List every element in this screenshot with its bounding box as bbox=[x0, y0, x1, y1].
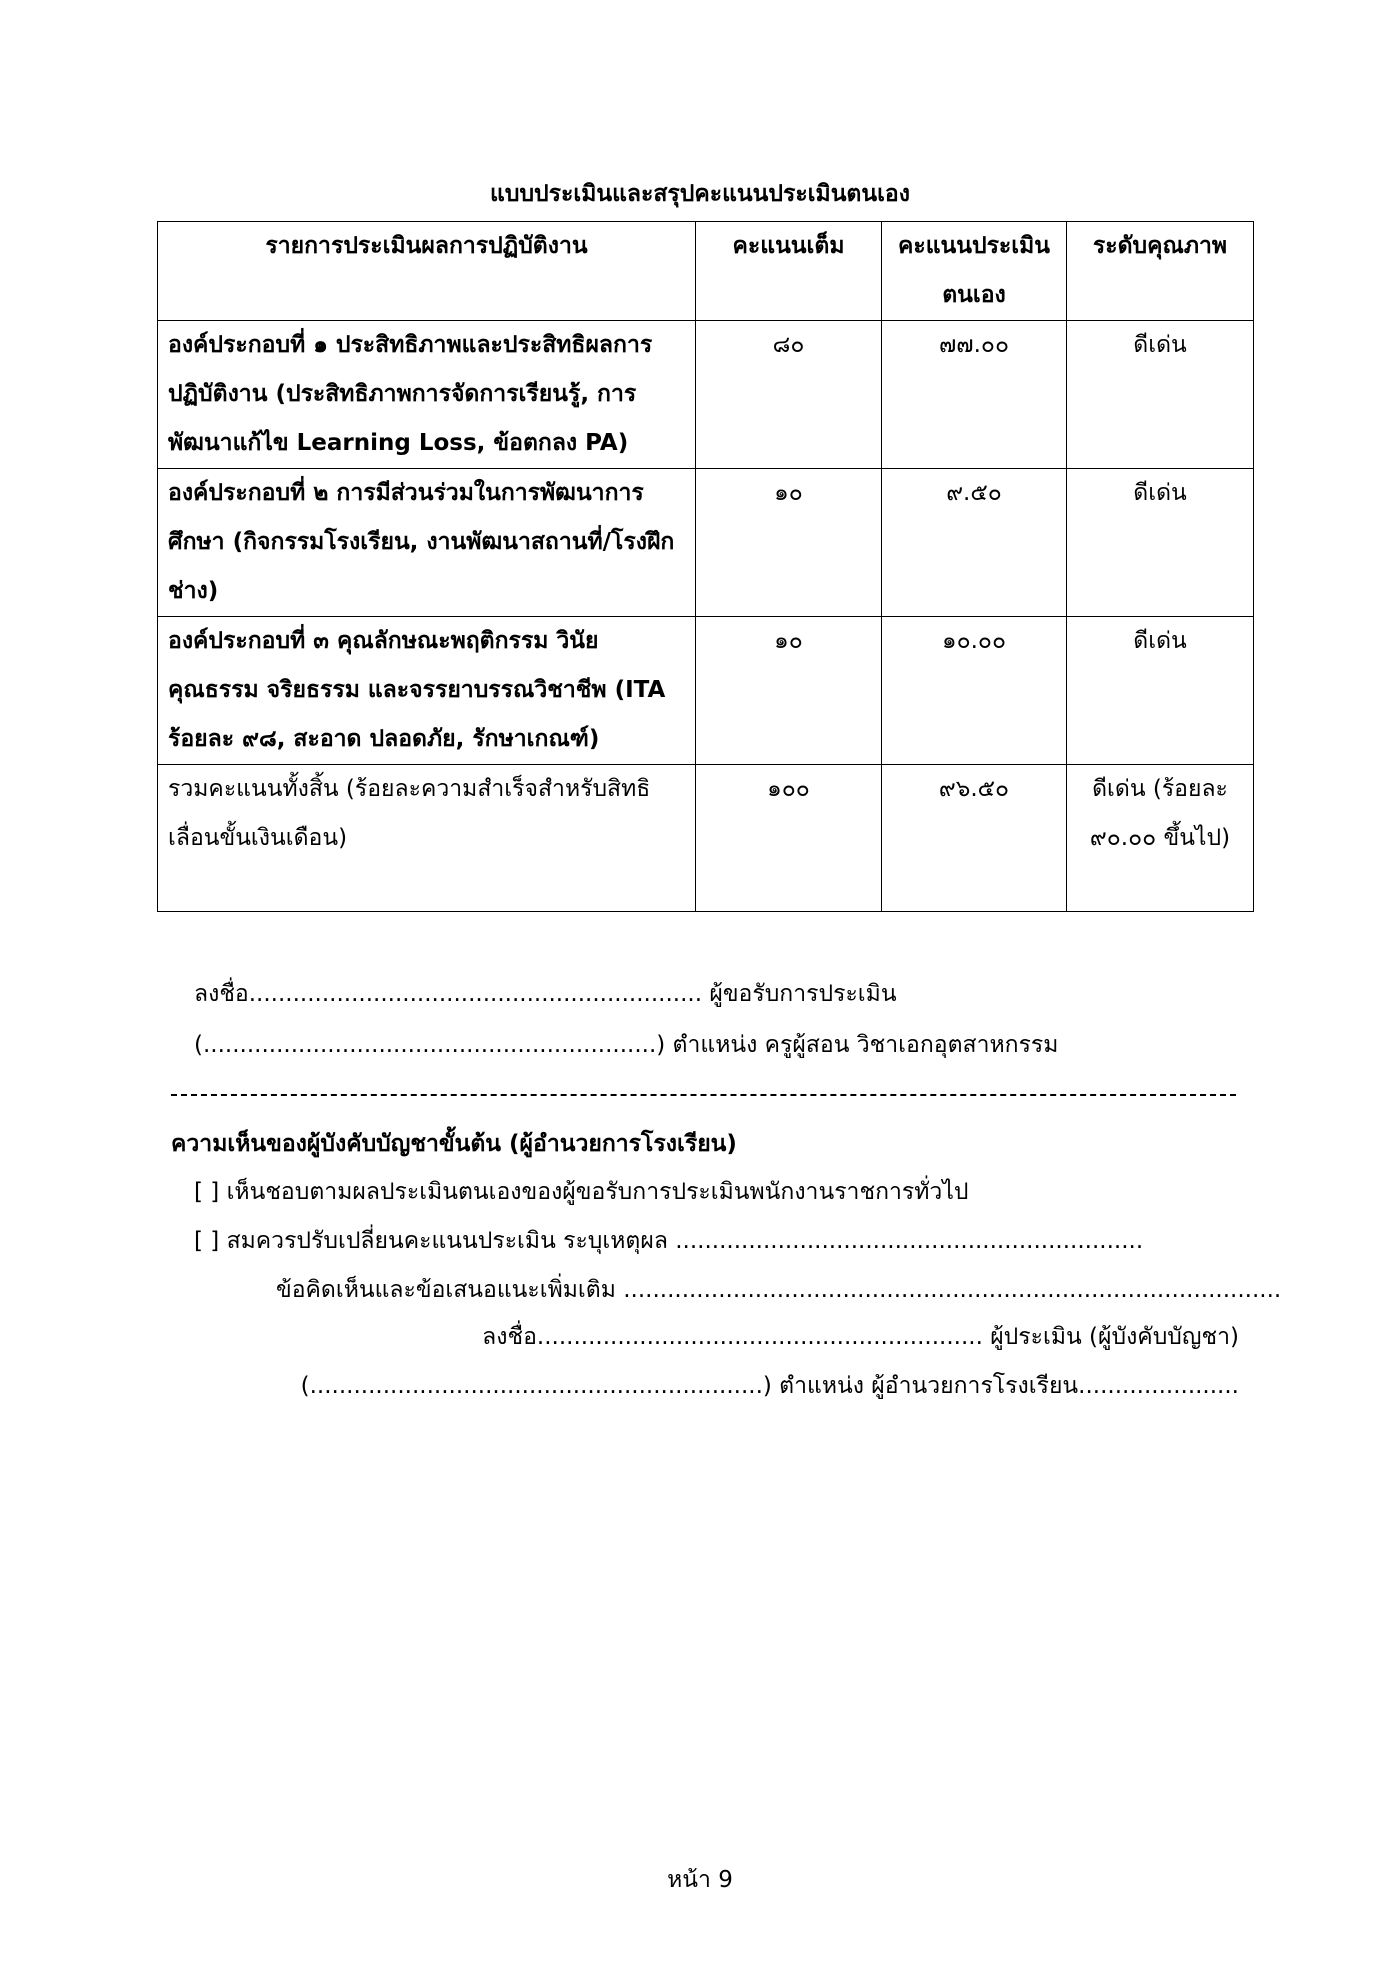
header-item: รายการประเมินผลการปฏิบัติงาน bbox=[158, 222, 696, 321]
header-quality-level: ระดับคุณภาพ bbox=[1067, 222, 1254, 321]
approve-option: [ ] เห็นชอบตามผลประเมินตนเองของผู้ขอรับการประเมินพนักงานราชการทั่วไป bbox=[194, 1179, 969, 1205]
page-title: แบบประเมินและสรุปคะแนนประเมินตนเอง bbox=[490, 181, 910, 207]
page-number: หน้า 9 bbox=[667, 1867, 733, 1893]
row-item: องค์ประกอบที่ ๒ การมีส่วนร่วมในการพัฒนาการศึกษา (กิจกรรมโรงเรียน, งานพัฒนาสถานที่/โรงฝึกช่าง) bbox=[158, 469, 696, 617]
assessment-table bbox=[157, 221, 1254, 912]
row-self-score: ๙.๕๐ bbox=[882, 469, 1067, 617]
total-self-score: ๙๖.๕๐ bbox=[882, 765, 1067, 912]
row-full-score: ๘๐ bbox=[696, 321, 882, 469]
comment-line: ข้อคิดเห็นและข้อเสนอแนะเพิ่มเติม .......................................................................................... bbox=[276, 1277, 1282, 1303]
row-item: องค์ประกอบที่ ๑ ประสิทธิภาพและประสิทธิผลการปฏิบัติงาน (ประสิทธิภาพการจัดการเรียนรู้, การพัฒนาแก้ไข Learning Loss, ข้อตกลง PA) bbox=[158, 321, 696, 469]
header-self-score: คะแนนประเมินตนเอง bbox=[882, 222, 1067, 321]
total-quality-level: ดีเด่น (ร้อยละ ๙๐.๐๐ ขึ้นไป) bbox=[1067, 765, 1254, 912]
total-item: รวมคะแนนทั้งสิ้น (ร้อยละความสำเร็จสำหรับสิทธิเลื่อนขั้นเงินเดือน) bbox=[158, 765, 696, 912]
self-position-line: (..............................................................) ตำแหน่ง ครูผู้สอน วิชาเอกอุตสาหกรรม bbox=[194, 1032, 1059, 1058]
total-full-score: ๑๐๐ bbox=[696, 765, 882, 912]
row-self-score: ๗๗.๐๐ bbox=[882, 321, 1067, 469]
row-self-score: ๑๐.๐๐ bbox=[882, 617, 1067, 765]
table-row bbox=[158, 321, 1254, 469]
section-divider bbox=[171, 1094, 1236, 1096]
header-full-score: คะแนนเต็ม bbox=[696, 222, 882, 321]
revise-option: [ ] สมควรปรับเปลี่ยนคะแนนประเมิน ระบุเหตุผล ................................................................ bbox=[194, 1228, 1144, 1254]
row-item: องค์ประกอบที่ ๓ คุณลักษณะพฤติกรรม วินัย คุณธรรม จริยธรรม และจรรยาบรรณวิชาชีพ (ITA ร้อยละ ๙๘, สะอาด ปลอดภัย, รักษาเกณฑ์) bbox=[158, 617, 696, 765]
supervisor-signature-line: ลงชื่อ............................................................. ผู้ประเมิน (ผู้บังคับบัญชา) bbox=[482, 1324, 1239, 1350]
supervisor-position-line: (..............................................................) ตำแหน่ง ผู้อำนวยการโรงเรียน...................... bbox=[300, 1373, 1239, 1399]
table-total-row bbox=[158, 765, 1254, 912]
row-quality-level: ดีเด่น bbox=[1067, 617, 1254, 765]
row-full-score: ๑๐ bbox=[696, 617, 882, 765]
row-quality-level: ดีเด่น bbox=[1067, 321, 1254, 469]
row-full-score: ๑๐ bbox=[696, 469, 882, 617]
supervisor-heading: ความเห็นของผู้บังคับบัญชาขั้นต้น (ผู้อำนวยการโรงเรียน) bbox=[171, 1131, 737, 1157]
table-header-row bbox=[158, 222, 1254, 321]
row-quality-level: ดีเด่น bbox=[1067, 469, 1254, 617]
table-row bbox=[158, 617, 1254, 765]
self-signature-line: ลงชื่อ.............................................................. ผู้ขอรับการประเมิน bbox=[194, 981, 897, 1007]
table-row bbox=[158, 469, 1254, 617]
